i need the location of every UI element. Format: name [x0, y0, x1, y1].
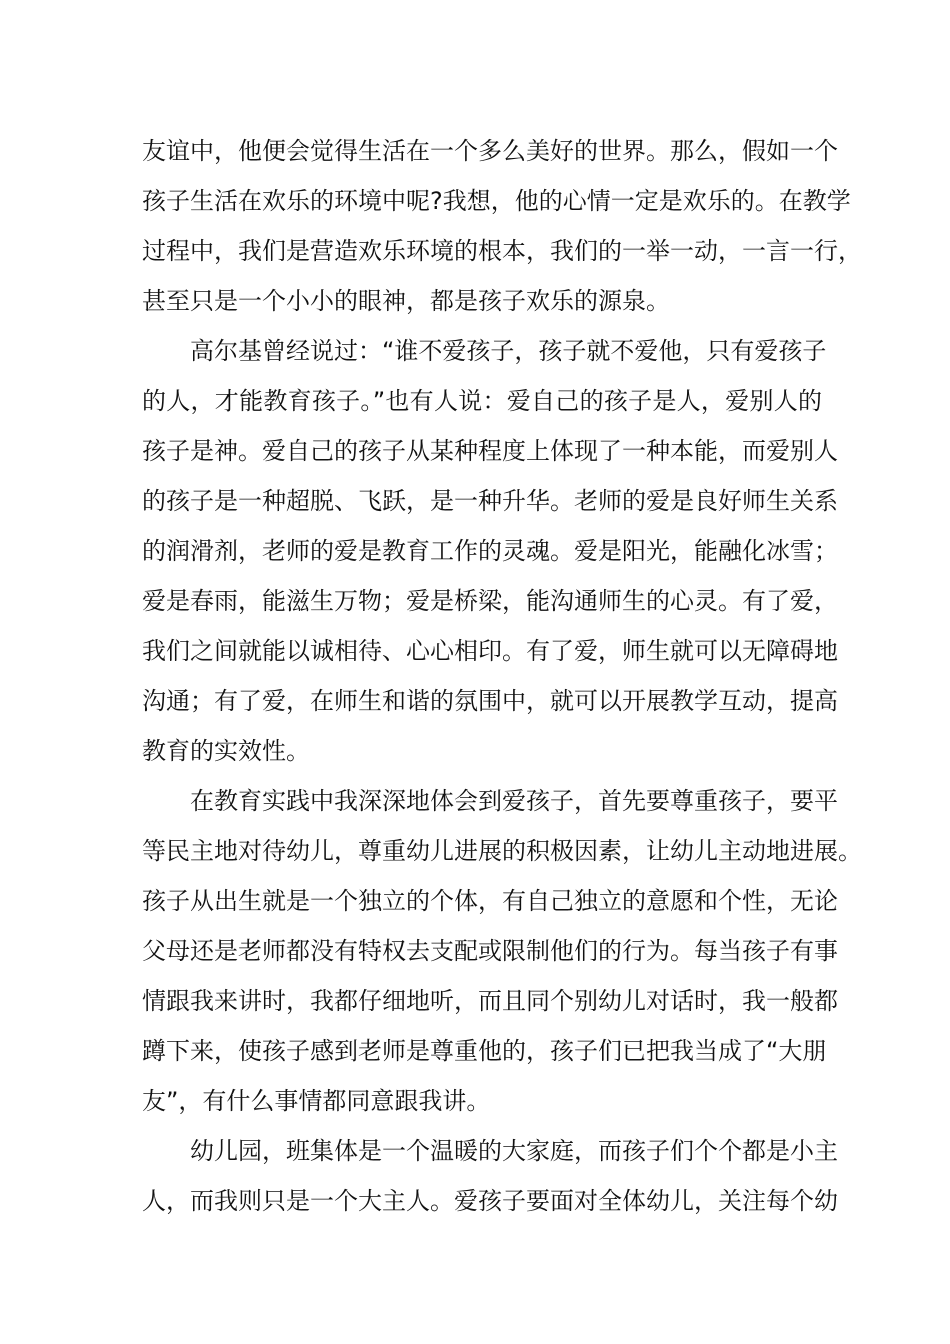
paragraph-2-line-9: 教育的实效性。 [142, 737, 310, 765]
paragraph-2-line-5: 的润滑剂，老师的爱是教育工作的灵魂。爱是阳光，能融化冰雪； [142, 537, 838, 565]
paragraph-3-line-1: 在教育实践中我深深地体会到爱孩子，首先要尊重孩子，要平 [190, 787, 838, 815]
paragraph-3-line-6: 蹲下来，使孩子感到老师是尊重他的，孩子们已把我当成了“大朋 [142, 1037, 827, 1065]
paragraph-2-line-6: 爱是春雨，能滋生万物；爱是桥梁，能沟通师生的心灵。有了爱， [142, 587, 838, 615]
paragraph-1-line-1: 友谊中，他便会觉得生活在一个多么美好的世界。那么，假如一个 [142, 137, 838, 165]
paragraph-3-line-3: 孩子从出生就是一个独立的个体，有自己独立的意愿和个性，无论 [142, 887, 838, 915]
paragraph-3-line-4: 父母还是老师都没有特权去支配或限制他们的行为。每当孩子有事 [142, 937, 838, 965]
paragraph-2-line-7: 我们之间就能以诚相待、心心相印。有了爱，师生就可以无障碍地 [142, 637, 838, 665]
paragraph-2-line-1: 高尔基曾经说过：“谁不爱孩子，孩子就不爱他，只有爱孩子 [190, 337, 827, 365]
paragraph-2-line-4: 的孩子是一种超脱、飞跃，是一种升华。老师的爱是良好师生关系 [142, 487, 838, 515]
paragraph-4-line-1: 幼儿园，班集体是一个温暖的大家庭，而孩子们个个都是小主 [190, 1137, 838, 1165]
paragraph-1-line-4: 甚至只是一个小小的眼神，都是孩子欢乐的源泉。 [142, 287, 670, 315]
paragraph-2-line-8: 沟通；有了爱，在师生和谐的氛围中，就可以开展教学互动，提高 [142, 687, 838, 715]
paragraph-1-line-2: 孩子生活在欢乐的环境中呢?我想，他的心情一定是欢乐的。在教学 [142, 187, 851, 215]
paragraph-2-line-2: 的人，才能教育孩子。”也有人说：爱自己的孩子是人，爱别人的 [142, 387, 822, 415]
paragraph-1-line-3: 过程中，我们是营造欢乐环境的根本，我们的一举一动，一言一行， [142, 237, 862, 265]
paragraph-3-line-5: 情跟我来讲时，我都仔细地听，而且同个别幼儿对话时，我一般都 [142, 987, 838, 1015]
paragraph-3-line-7: 友”，有什么事情都同意跟我讲。 [142, 1087, 491, 1115]
paragraph-4-line-2: 人，而我则只是一个大主人。爱孩子要面对全体幼儿，关注每个幼 [142, 1187, 838, 1215]
paragraph-3-line-2: 等民主地对待幼儿，尊重幼儿进展的积极因素，让幼儿主动地进展。 [142, 837, 862, 865]
paragraph-2-line-3: 孩子是神。爱自己的孩子从某种程度上体现了一种本能，而爱别人 [142, 437, 838, 465]
